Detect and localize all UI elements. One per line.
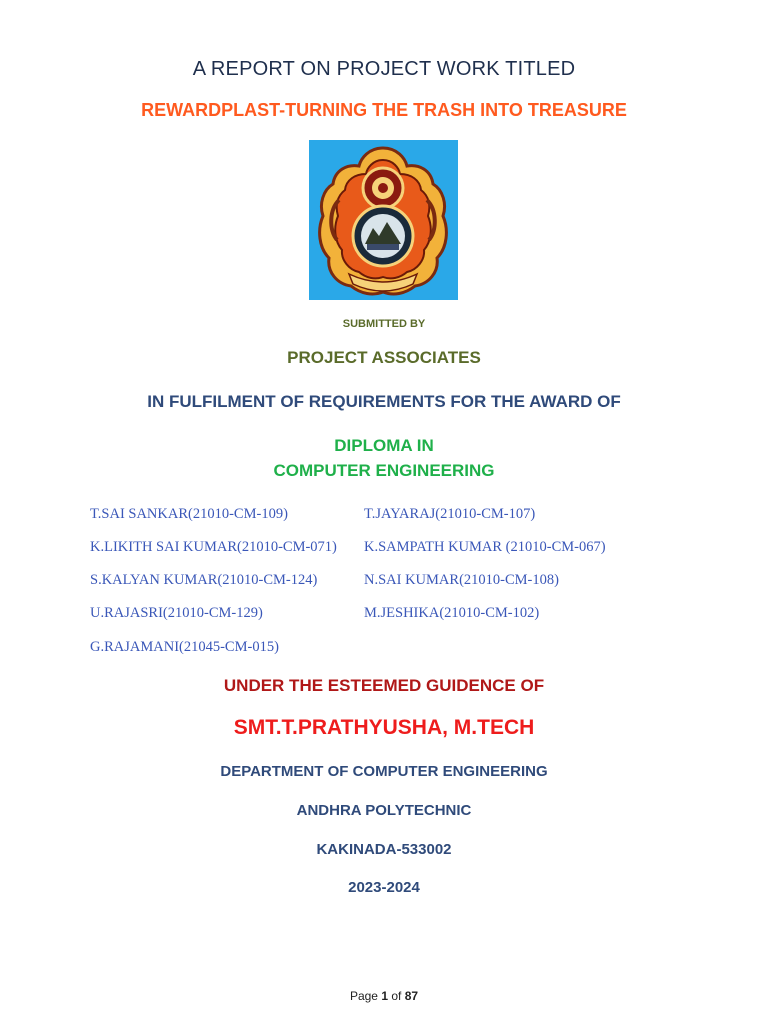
of-word: of: [391, 989, 402, 1003]
guide-name: SMT.T.PRATHYUSHA, M.TECH: [233, 716, 535, 739]
college-name: ANDHRA POLYTECHNIC: [296, 802, 472, 819]
page-word: Page: [349, 989, 378, 1003]
institution-logo: [309, 140, 458, 300]
member-name: T.SAI SANKAR(21010-CM-109): [90, 506, 288, 522]
institution-emblem-icon: [309, 140, 458, 300]
member-name: T.JAYARAJ(21010-CM-107): [364, 506, 536, 522]
college-city: KAKINADA-533002: [316, 841, 452, 858]
member-name: N.SAI KUMAR(21010-CM-108): [364, 572, 559, 588]
member-name: G.RAJAMANI(21045-CM-015): [90, 639, 279, 655]
department-name: DEPARTMENT OF COMPUTER ENGINEERING: [220, 763, 548, 780]
project-title: REWARDPLAST-TURNING THE TRASH INTO TREASURE: [141, 100, 627, 120]
member-name: K.LIKITH SAI KUMAR(21010-CM-071): [90, 539, 337, 555]
academic-year: 2023-2024: [348, 879, 420, 896]
diploma-line-1: DIPLOMA IN: [334, 436, 434, 455]
report-title: A REPORT ON PROJECT WORK TITLED: [192, 58, 576, 80]
page-total: 87: [404, 989, 419, 1003]
member-name: K.SAMPATH KUMAR (21010-CM-067): [364, 539, 606, 555]
submitted-by-label: SUBMITTED BY: [342, 318, 426, 330]
guidance-label: UNDER THE ESTEEMED GUIDENCE OF: [223, 676, 545, 695]
project-associates-heading: PROJECT ASSOCIATES: [287, 348, 481, 367]
member-name: U.RAJASRI(21010-CM-129): [90, 605, 263, 621]
page-number: 1: [381, 989, 388, 1003]
diploma-line-2: COMPUTER ENGINEERING: [273, 461, 495, 480]
member-name: M.JESHIKA(21010-CM-102): [364, 605, 540, 621]
fulfilment-statement: IN FULFILMENT OF REQUIREMENTS FOR THE AWARD OF: [147, 392, 621, 411]
member-name: S.KALYAN KUMAR(21010-CM-124): [90, 572, 318, 588]
page-footer: [0, 989, 768, 1003]
diploma-title: [0, 433, 768, 483]
